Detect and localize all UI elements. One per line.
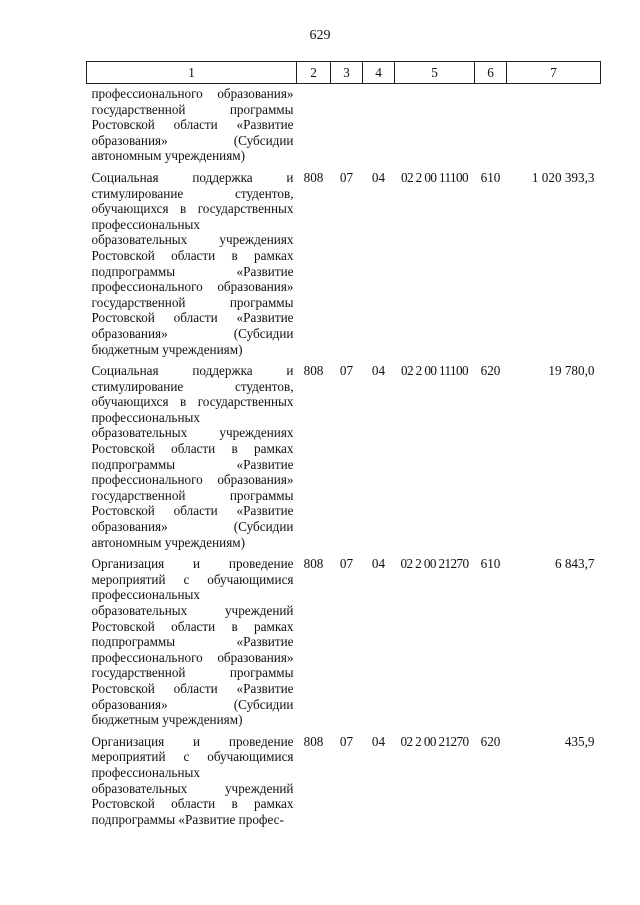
table-row bbox=[87, 732, 601, 832]
row-subsection: 04 bbox=[371, 556, 386, 572]
row-amount: 1 020 393,3 bbox=[531, 169, 595, 185]
row-expense-type: 610 bbox=[480, 556, 501, 572]
row-amount: 435,9 bbox=[564, 733, 595, 749]
row-expense-type: 620 bbox=[480, 733, 501, 749]
row-admin-code bbox=[297, 84, 331, 168]
row-amount: 19 780,0 bbox=[548, 363, 595, 379]
table-row bbox=[87, 168, 601, 361]
row-subsection: 04 bbox=[371, 733, 386, 749]
row-target-code: 02 2 00 21270 bbox=[400, 556, 469, 572]
row-admin-code: 808 bbox=[303, 733, 324, 749]
row-expense-type bbox=[475, 84, 507, 168]
header-col-1: 1 bbox=[87, 62, 297, 84]
row-section: 07 bbox=[339, 556, 354, 572]
row-description: Организация и проведение мероприятий с обучающимися профессиональных образовательных учреждений Ростовской области в рамках подпрограммы «Развитие профессионального образования» государственной программы Ростовской области «Развитие образования» (Субсидии бюджетным учреждениям) bbox=[91, 556, 294, 728]
header-col-3: 3 bbox=[331, 62, 363, 84]
row-target-code: 02 2 00 11100 bbox=[400, 363, 469, 379]
table-row bbox=[87, 361, 601, 554]
row-description: Организация и проведение мероприятий с обучающимися профессиональных образовательных учреждений Ростовской области в рамках подпрограммы «Развитие профес- bbox=[91, 733, 294, 827]
header-row bbox=[87, 62, 601, 84]
row-admin-code: 808 bbox=[303, 556, 324, 572]
header-col-4: 4 bbox=[363, 62, 395, 84]
header-col-7: 7 bbox=[507, 62, 601, 84]
row-subsection bbox=[363, 84, 395, 168]
row-description: Социальная поддержка и стимулирование студентов, обучающихся в государственных профессиональных образовательных учреждениях Ростовской области в рамках подпрограммы «Развитие профессионального образования» государственной программы Ростовской области «Развитие образования» (Субсидии бюджетным учреждениям) bbox=[91, 169, 294, 357]
row-subsection: 04 bbox=[371, 363, 386, 379]
row-target-code: 02 2 00 21270 bbox=[400, 733, 469, 749]
row-expense-type: 620 bbox=[480, 363, 501, 379]
header-col-2: 2 bbox=[297, 62, 331, 84]
row-admin-code: 808 bbox=[303, 169, 324, 185]
header-col-5: 5 bbox=[395, 62, 475, 84]
table-row bbox=[87, 84, 601, 168]
row-admin-code: 808 bbox=[303, 363, 324, 379]
budget-table bbox=[86, 61, 601, 831]
row-expense-type: 610 bbox=[480, 169, 501, 185]
table-row bbox=[87, 554, 601, 732]
row-description: Социальная поддержка и стимулирование студентов, обучающихся в государственных профессиональных образовательных учреждениях Ростовской области в рамках подпрограммы «Развитие профессионального образования» государственной программы Ростовской области «Развитие образования» (Субсидии автономным учреждениям) bbox=[91, 363, 294, 550]
row-target-code bbox=[395, 84, 475, 168]
row-section: 07 bbox=[339, 363, 354, 379]
row-section: 07 bbox=[339, 169, 354, 185]
row-subsection: 04 bbox=[371, 169, 386, 185]
row-amount: 6 843,7 bbox=[554, 556, 595, 572]
row-target-code: 02 2 00 11100 bbox=[400, 169, 469, 185]
row-section bbox=[331, 84, 363, 168]
row-amount bbox=[507, 84, 601, 168]
header-col-6: 6 bbox=[475, 62, 507, 84]
page-number: 629 bbox=[309, 28, 331, 43]
row-description: профессионального образования» государственной программы Ростовской области «Развитие образования» (Субсидии автономным учреждениям) bbox=[91, 86, 294, 164]
row-section: 07 bbox=[339, 733, 354, 749]
